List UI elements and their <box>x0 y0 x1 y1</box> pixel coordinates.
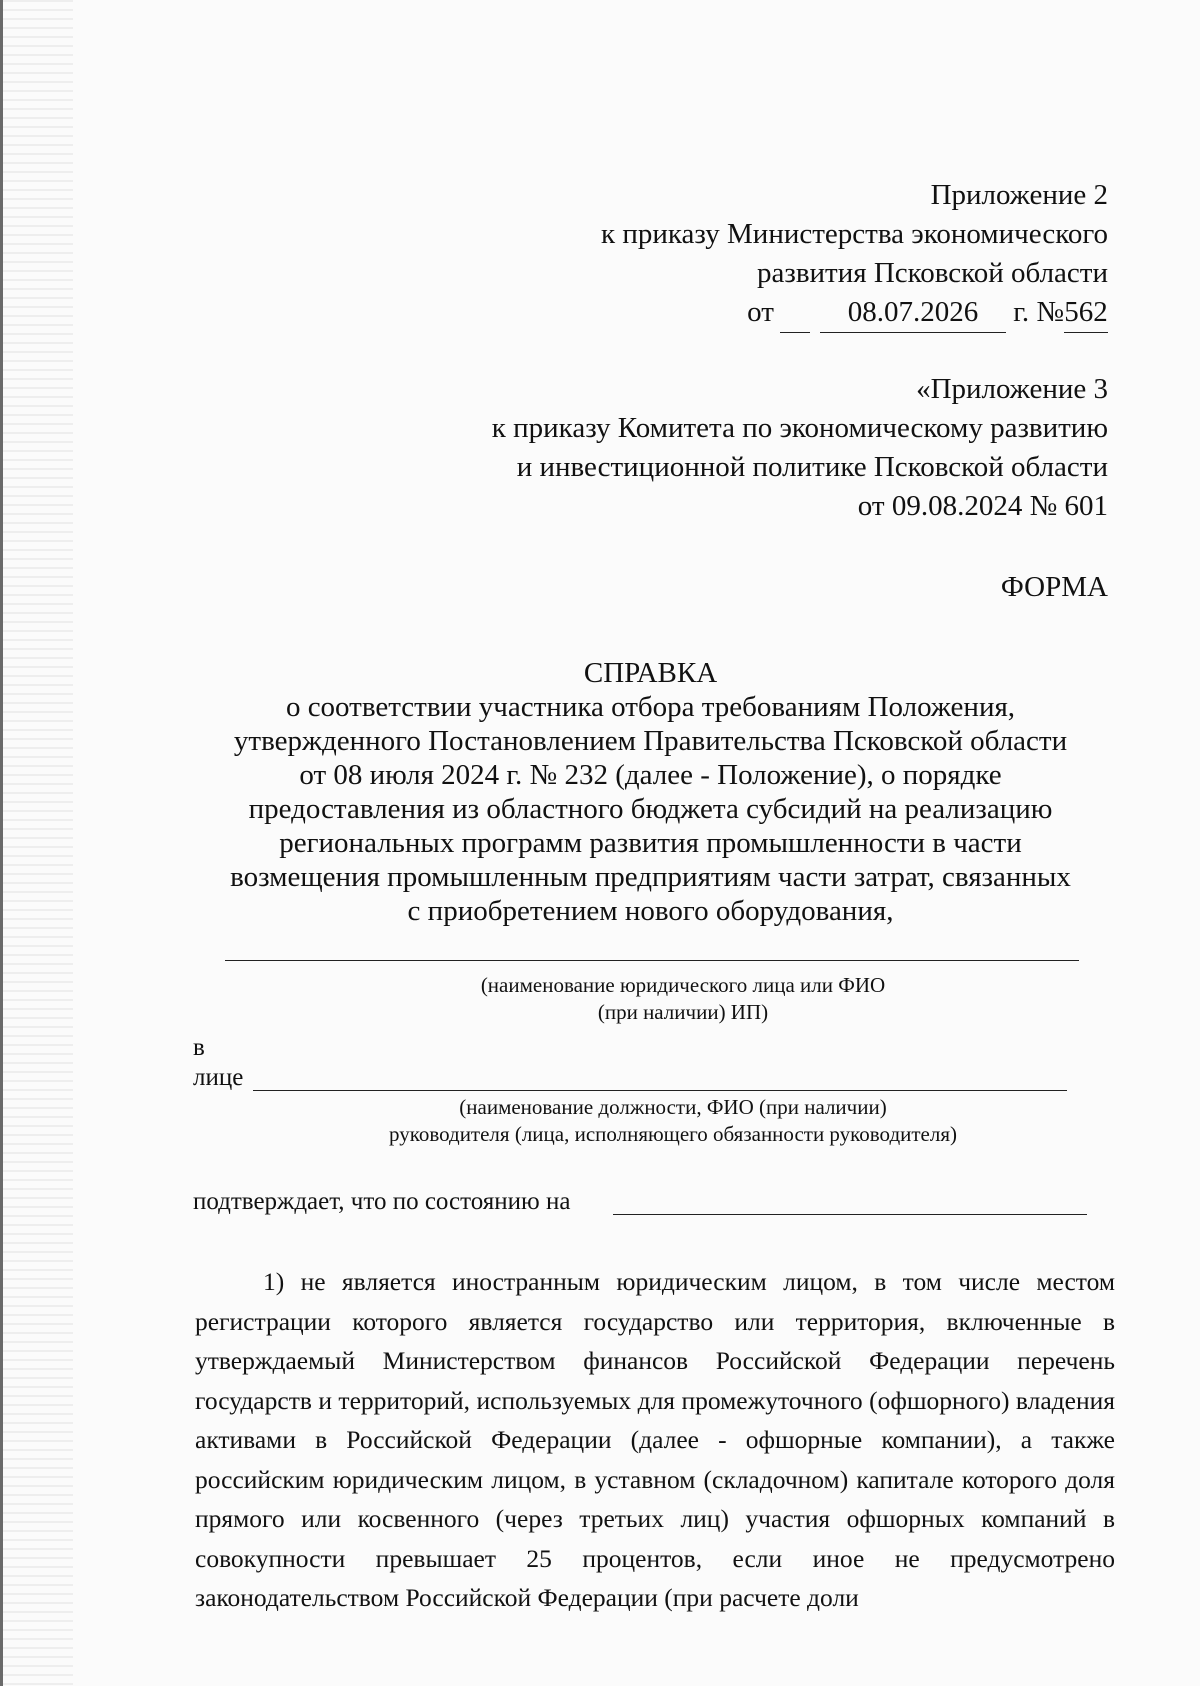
annex3-committee: и инвестиционной политике Псковской области <box>516 451 1108 483</box>
title-line: с приобретением нового оборудования, <box>407 895 894 927</box>
annex2-date-value: 08.07.2026 <box>820 293 1006 333</box>
form-label: ФОРМА <box>1000 571 1108 603</box>
annex2-date-line <box>601 293 1108 333</box>
person-name-blank[interactable] <box>253 1090 1067 1091</box>
annex3-date: от 09.08.2024 № 601 <box>857 490 1108 522</box>
title-line: о соответствии участника отбора требованиям Положения, <box>285 691 1016 723</box>
title-line: от 08 июля 2024 г. № 232 (далее - Положение), о порядке <box>299 759 1002 791</box>
position-caption-1: (наименование должности, ФИО (при наличии) <box>459 1095 887 1119</box>
annex2-date-prefix: от <box>747 296 774 328</box>
entity-caption-2: (при наличии) ИП) <box>597 1000 769 1024</box>
annex2-order: к приказу Министерства экономического <box>601 218 1108 250</box>
annex2-title: Приложение 2 <box>930 179 1108 211</box>
annex3-header <box>492 370 1108 526</box>
title-line: утвержденного Постановлением Правительства Псковской области <box>233 725 1068 757</box>
annex3-title: «Приложение 3 <box>916 373 1108 405</box>
title-head: СПРАВКА <box>583 657 718 689</box>
document-title <box>183 656 1118 928</box>
title-line: возмещения промышленным предприятиям части затрат, связанных <box>230 861 1071 893</box>
date-blank[interactable] <box>613 1214 1087 1215</box>
annex2-header <box>601 176 1108 333</box>
annex2-num-value: 562 <box>1064 293 1108 333</box>
confirm-text: подтверждает, что по состоянию на <box>193 1188 571 1215</box>
annex3-order: к приказу Комитета по экономическому развитию <box>491 412 1108 444</box>
person-label: лице <box>193 1064 244 1091</box>
entity-caption-1: (наименование юридического лица или ФИО <box>480 973 886 997</box>
in-label: в <box>193 1034 205 1061</box>
title-line: предоставления из областного бюджета субсидий на реализацию <box>248 793 1053 825</box>
entity-name-blank[interactable] <box>225 960 1079 961</box>
paragraph-1: 1) не является иностранным юридическим лицом, в том числе местом регистрации которого является государство или территория, включенные в утверждаемый Министерством финансов Российской Федерации перечень государств и территорий, используемых для промежуточного (офшорного) владения активами в Российской Федерации (далее - офшорные компании), а также российским юридическим лицом, в уставном (складочном) капитале которого доля прямого или косвенного (через третьих лиц) участия офшорных компаний в совокупности превышает 25 процентов, если иное не предусмотрено законодательством Российской Федерации (при расчете доли <box>195 1267 1115 1612</box>
position-caption-2: руководителя (лица, исполняющего обязанности руководителя) <box>388 1122 958 1146</box>
title-line: региональных программ развития промышленности в части <box>279 827 1022 859</box>
annex2-num-prefix: г. № <box>1013 296 1064 328</box>
annex2-date-pre-underline <box>780 293 810 333</box>
annex2-region: развития Псковской области <box>757 257 1108 289</box>
